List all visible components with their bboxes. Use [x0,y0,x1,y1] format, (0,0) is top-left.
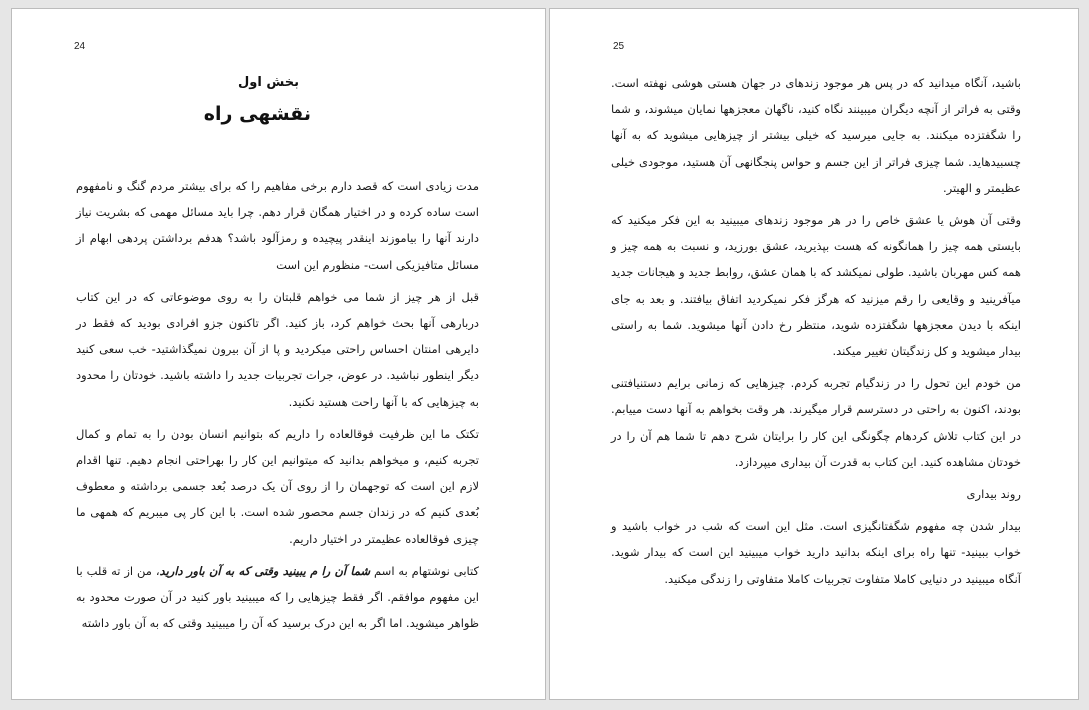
paragraph [611,207,1021,364]
page-number: 25 [613,41,625,52]
paragraph [76,558,479,637]
right-page [549,8,1079,700]
paragraph-text: وقتی آن هوش یا عشق خاص را در هر موجود زندهای میبینید به این فکر میکنید که بایستی همه چیز را همانگونه که هست بپذیرید، عشق بورزید، و نسبت به همه چیز و همه کس مهربان باشید. طولی نمیکشد که با همان عشق، روابط جدید و هیجانات جدید [611,213,1021,280]
paragraph: قبل از هر چیز از شما می خواهم قلبتان را به روی موضوعاتی که در این کتاب دربارهی آنها بحث خواهم کرد، باز کنید. اگر تاکنون جزو افرادی بودید که فقط در دایرهی امنتان احساس راحتی میکردید و پا از آن بیرون نمیگذاشتید- خب سعی کنید دیگر اینطور نباشید. در عوض، جرات تجربیات جدید را داشته باشید. خودتان را محدود به چیزهایی که با آنها راحت هستید نکنید. [76,289,479,409]
paragraph: باشید، آنگاه میدانید که در پس هر موجود زندهای در جهان هستی هوشی نهفته است. وقتی به فراتر از آنچه دیگران میبینند نگاه کنید، ناگهان معجزهها نمایان میشوند، و شما را شگفتزده میکنند. به جایی میرسید که خیلی بیشتر از چیزهایی میشوید که به آنها چسبیدهاید. شما چیزی فراتر از این جسم و حواس پنجگانهی آن هستید، موجودی خیلی عظیمتر و الهیتر. [611,76,1021,195]
paragraph: بیدار شدن چه مفهوم شگفتانگیزی است. مثل این است که شب در خواب باشید و خواب ببینید- تنها راه برای اینکه بدانید دارید خواب میبینید این است که بیدار شوید. آنگاه میبینید در دنیایی کاملا متفاوت تجربیات کاملا متفاوتی را زندگی میکنید. [611,519,1021,586]
paragraph: مدت زیادی است که قصد دارم برخی مفاهیم را که برای بیشتر مردم گنگ و نامفهوم است ساده کرده و در اختیار همگان قرار دهم. چرا باید مسائل مهمی که بشریت نیاز دارند آنها را بیاموزند اینقدر پیچیده و رمزآلود باشد؟ هدفم برداشتن پردهی ابهام از مسائل متافیزیکی است- منظورم این است [76,179,479,272]
paragraph-text: کتابی نوشتهام به اسم [370,563,479,578]
section-label: بخش اول [238,75,299,90]
paragraph: من خودم این تحول را در زندگیام تجربه کردم. چیزهایی که زمانی برایم دستنیافتنی بودند، اکنون به راحتی در دسترسم قرار میگیرند. هر وقت بخواهم به آنها دست مییابم. در این کتاب تلاش کردهام چگونگی این کار را برایتان شرح دهم تا شما هم آن را در خودتان مشاهده کنید. این کتاب به قدرت آن بیداری میپردازد. [611,376,1021,469]
paragraph-text: میآفرینید و وقایعی را رقم میزنید که هرگز فکر نمیکردید اتفاق بیافتند. و بعد به جای اینکه با دیدن معجزهها شگفتزده شوید، منتظر رخ دادن آنها میشوید. شما به راستی بیدار میشوید و کل زندگیتان تغییر میکند. [611,291,1021,359]
paragraph: تکتک ما این ظرفیت فوقالعاده را داریم که بتوانیم انسان بودن را به تمام و کمال تجربه کنیم، و میخواهم بدانید که میتوانیم این کار را بهراحتی انجام دهیم. تنها اقدام لازم این است که توجهمان را از روی آن یک درصد بُعد جسمی برداشته و معطوف بُعدی کنیم که در زندان جسم محصور شده است. با این کار پی میبریم که همهی ما چیزی فوقالعاده عظیمتر در اختیار داریم. [76,426,479,546]
chapter-title: نقشهی راه [203,103,311,125]
book-title-italic: شما آن را م یبینید وقتی که به آن باور دارید [159,563,371,578]
left-page [11,8,546,700]
paragraph-text: ، من از ته قلب با این مفهوم موافقم. اگر فقط چیزهایی را که میبینید باور کنید در آن صورت محدود به ظواهر میشوید. اما اگر به این درک برسید که آن را میبینید وقتی که به آن باور داشته [76,563,479,631]
page-number: 24 [74,41,86,52]
subheading: روند بیداری [966,487,1021,502]
page-body-text [76,173,479,642]
page-body-text [611,70,1021,598]
